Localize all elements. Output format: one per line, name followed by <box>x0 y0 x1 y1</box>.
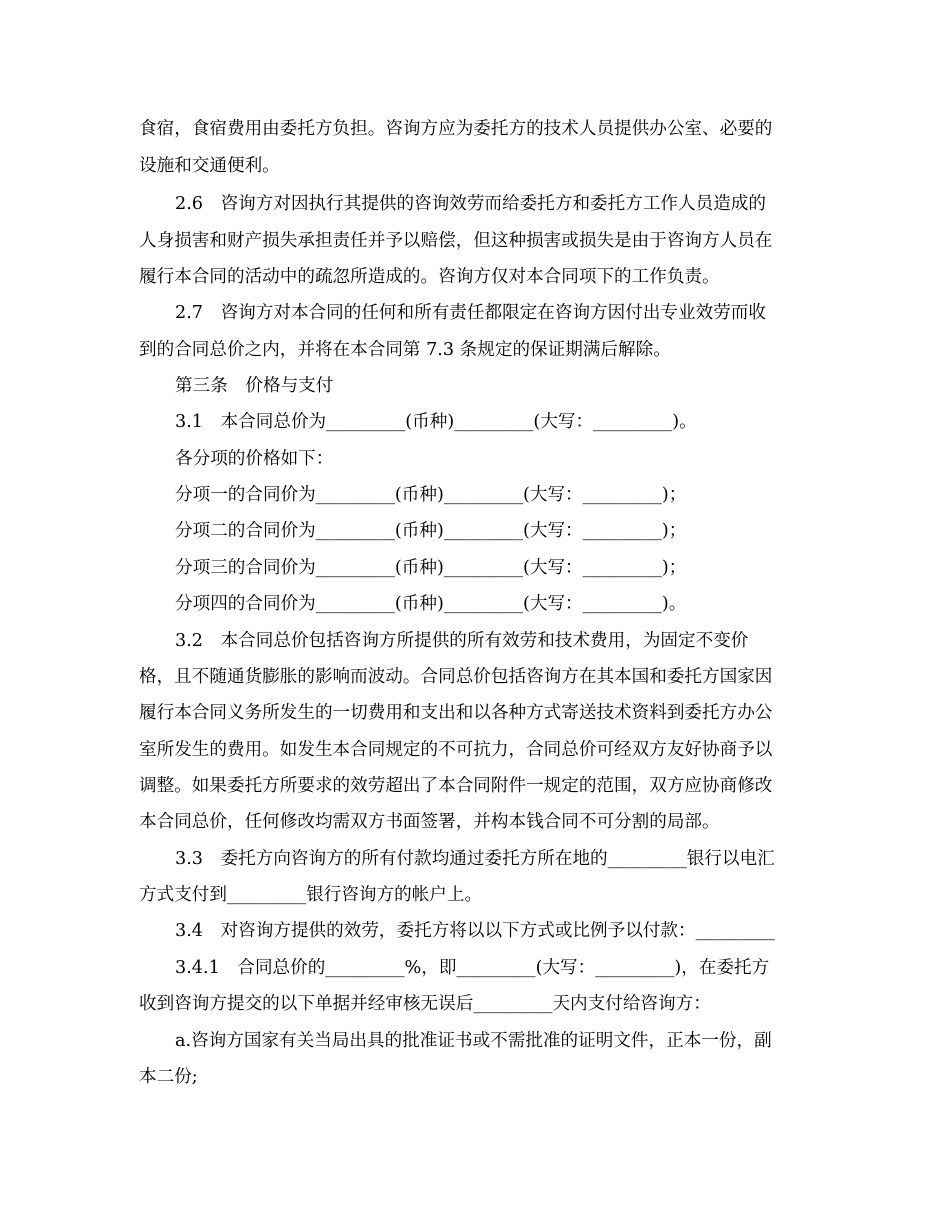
text-line: 2.7 咨询方对本合同的任何和所有责任都限定在咨询方因付出专业效劳而收 <box>175 303 766 323</box>
text-line: 3.1 本合同总价为_________(币种)_________(大写：_________)。 <box>175 412 697 432</box>
text-line: 分项三的合同价为_________(币种)_________(大写：_________)； <box>175 558 687 578</box>
text-line: 格，且不随通货膨胀的影响而波动。合同总价包括咨询方在其本国和委托方国家因 <box>139 667 773 687</box>
text-line: 3.3 委托方向咨询方的所有付款均通过委托方所在地的_________银行以电汇 <box>175 849 775 869</box>
text-line: 食宿，食宿费用由委托方负担。咨询方应为委托方的技术人员提供办公室、必要的 <box>139 119 773 139</box>
text-line: a.咨询方国家有关当局出具的批准证书或不需批准的证明文件，正本一份，副 <box>175 1031 772 1051</box>
section-heading: 第三条 价格与支付 <box>175 376 334 396</box>
text-line: 分项二的合同价为_________(币种)_________(大写：_________)； <box>175 521 687 541</box>
text-line: 调整。如果委托方所要求的效劳超出了本合同附件一规定的范围，双方应协商修改 <box>139 776 773 796</box>
text-line: 各分项的价格如下： <box>175 449 334 469</box>
text-line: 分项四的合同价为_________(币种)_________(大写：_________)。 <box>175 594 687 614</box>
text-line: 方式支付到_________银行咨询方的帐户上。 <box>139 885 483 905</box>
text-line: 本合同总价，任何修改均需双方书面签署，并构本钱合同不可分割的局部。 <box>139 812 720 832</box>
text-line: 分项一的合同价为_________(币种)_________(大写：_________)； <box>175 485 687 505</box>
text-line: 到的合同总价之内，并将在本合同第 7.3 条规定的保证期满后解除。 <box>139 340 671 360</box>
text-line: 本二份; <box>139 1067 198 1087</box>
text-line: 人身损害和财产损失承担责任并予以赔偿，但这种损害或损失是由于咨询方人员在 <box>139 231 773 251</box>
text-line: 3.4 对咨询方提供的效劳，委托方将以以下方式或比例予以付款：_________ <box>175 921 775 941</box>
text-line: 设施和交通便利。 <box>139 156 280 176</box>
text-line: 3.2 本合同总价包括咨询方所提供的所有效劳和技术费用，为固定不变价 <box>175 631 749 651</box>
text-line: 2.6 咨询方对因执行其提供的咨询效劳而给委托方和委托方工作人员造成的 <box>175 194 766 214</box>
text-line: 收到咨询方提交的以下单据并经审核无误后_________天内支付给咨询方： <box>139 994 711 1014</box>
text-line: 室所发生的费用。如发生本合同规定的不可抗力，合同总价可经双方友好协商予以 <box>139 740 773 760</box>
text-line: 履行本合同的活动中的疏忽所造成的。咨询方仅对本合同项下的工作负责。 <box>139 267 720 287</box>
text-line: 3.4.1 合同总价的_________%，即_________(大写：_________)，在委托方 <box>175 958 770 978</box>
text-line: 履行本合同义务所发生的一切费用和支出和以各种方式寄送技术资料到委托方办公 <box>139 703 773 723</box>
